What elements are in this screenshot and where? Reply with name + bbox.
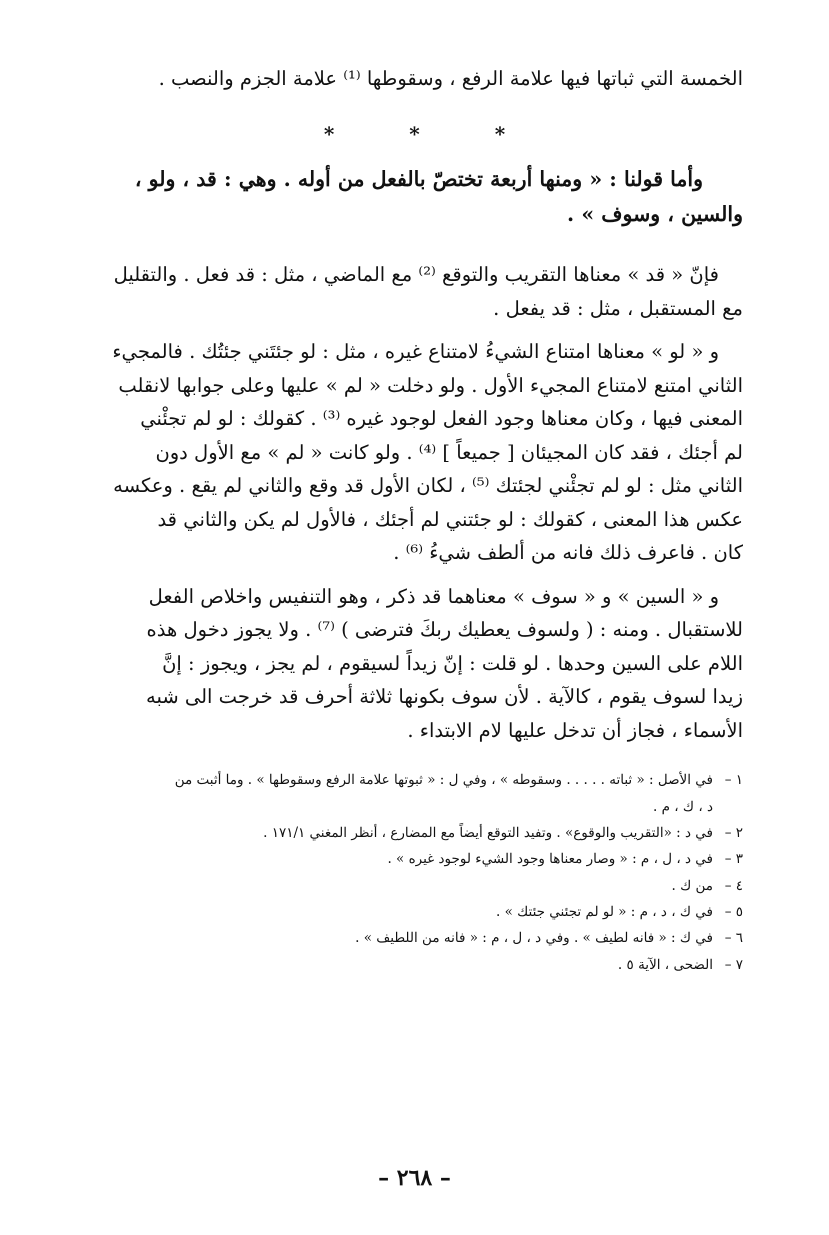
footnote-number: ٤ – (724, 877, 743, 894)
paragraph-qad (86, 258, 743, 325)
footnote-number: ٣ – (724, 851, 743, 868)
text-line: اللام على السين وحدها . لو قلت : إنّ زيداً لسيقوم ، لم يجز ، ويجوز : إنَّ (162, 651, 743, 675)
footnote-number: ١ – (724, 772, 743, 789)
footnote-1 (86, 767, 743, 793)
text-line: للاستقبال . ومنه : ( ولسوف يعطيك ربكَ فترضى ) ⁽⁷⁾ . ولا يجوز دخول هذه (146, 618, 743, 642)
footnote-3 (86, 846, 743, 872)
text-line: مع المستقبل ، مثل : قد يفعل . (493, 296, 743, 320)
carryover-line: الخمسة التي ثباتها فيها علامة الرفع ، وسقوطها ⁽¹⁾ علامة الجزم والنصب . (158, 67, 743, 90)
paragraph-law (86, 335, 743, 570)
footnote-number: ٧ – (724, 956, 743, 973)
quoted-heading (86, 162, 743, 233)
footnote-text: في ك ، د ، م : « لو لم تجئني جئتك » . (496, 904, 713, 921)
footnote-6 (86, 925, 743, 951)
text-line: الأسماء ، فجاز أن تدخل عليها لام الابتداء . (407, 718, 743, 742)
text-line: كان . فاعرف ذلك فانه من ألطف شيءُ ⁽⁶⁾ . (393, 541, 743, 565)
footnote-4 (86, 873, 743, 899)
footnotes (86, 767, 743, 978)
footnote-text: في ك : « فانه لطيف » . وفي د ، ل ، م : « فانه من اللطيف » . (355, 930, 713, 947)
text-line: زيدا لسوف يقوم ، كالآية . لأن سوف بكونها ثلاثة أحرف قد خرجت الى شبه (145, 685, 743, 709)
footnote-number: ٥ – (724, 904, 743, 921)
paragraph-sin-sawfa (86, 580, 743, 748)
footnote-text: في د : «التقريب والوقوع» . وتفيد التوقع أيضاً مع المضارع ، أنظر المغني ١٧١/١ . (263, 825, 713, 842)
footnote-1-continued: د ، ك ، م . (653, 798, 713, 815)
text-line: لم أجئك ، فقد كان المجيئان [ جميعاً ] ⁽⁴⁾ . ولو كانت « لم » مع الأول دون (155, 440, 743, 464)
quote-line: والسين ، وسوف » . (567, 201, 743, 226)
footnote-number: ٢ – (724, 825, 743, 842)
text-line: عكس هذا المعنى ، كقولك : لو جئتني لم أجئك ، فالأول لم يكن والثاني قد (157, 507, 743, 531)
footnote-number: ٦ – (724, 930, 743, 947)
quote-line: وأما قولنا : « ومنها أربعة تختصّ بالفعل من أوله . وهي : قد ، ولو ، (134, 166, 703, 191)
text-line: المعنى فيها ، وكان معناها وجود الفعل لوجود غيره ⁽³⁾ . كقولك : لو لم تجئْني (140, 407, 743, 431)
text-line: الثاني امتنع لامتناع المجيء الأول . ولو دخلت « لم » عليها وعلى جوابها لانقلب (118, 373, 743, 397)
footnote-5 (86, 899, 743, 925)
page-number: – ٢٦٨ – (378, 1165, 451, 1191)
footnote-text: من ك . (671, 877, 713, 894)
text-line: الثاني مثل : لو لم تجئْني لجئتك ⁽⁵⁾ ، لكان الأول قد وقع والثاني لم يقع . وعكسه (113, 474, 743, 498)
footnote-text: في الأصل : « ثباته . . . . . وسقوطه » ، وفي ل : « ثبوتها علامة الرفع وسقوطها » . وما أثبت من (174, 772, 713, 789)
text-line: و « السين » و « سوف » معناهما قد ذكر ، وهو التنفيس واخلاص الفعل (148, 584, 719, 608)
footnote-text: في د ، ل ، م : « وصار معناها وجود الشيء لوجود غيره » . (387, 851, 713, 868)
section-separator: * * * (323, 121, 540, 146)
footnote-7 (86, 952, 743, 978)
footnote-2 (86, 820, 743, 846)
text-line: فإنّ « قد » معناها التقريب والتوقع ⁽²⁾ مع الماضي ، مثل : قد فعل . والتقليل (113, 263, 719, 287)
footnote-text: الضحى ، الآية ٥ . (617, 956, 713, 973)
text-line: و « لو » معناها امتناع الشيءُ لامتناع غيره ، مثل : لو جئتَني جئتُك . فالمجيء (112, 340, 719, 364)
